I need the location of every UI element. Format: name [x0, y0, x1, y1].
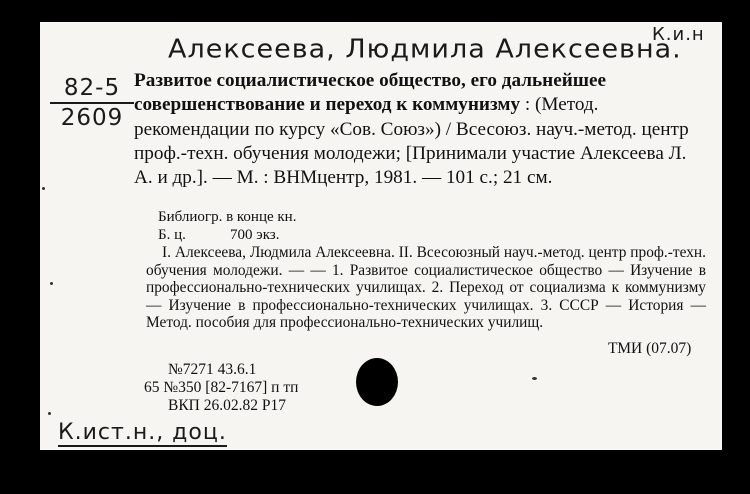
classification: ТМИ (07.07)	[608, 340, 692, 357]
subjects	[146, 244, 706, 332]
footer-handwritten-text: К.ист.н., доц.	[58, 420, 227, 445]
main-entry	[134, 69, 704, 190]
ink-speck	[42, 187, 45, 190]
ink-stamp	[356, 358, 398, 406]
shelfmark-bottom: 2609	[60, 105, 124, 131]
footer-handwritten	[58, 420, 227, 445]
ink-speck	[48, 412, 51, 415]
ink-speck	[532, 377, 537, 380]
ink-speck	[50, 282, 53, 285]
title-rest: : (Метод. рекомендации по курсу «Сов. Союз») / Всесоюз. науч.-метод. центр проф.-техн. обучения молодежи; [Принимали участие Алексеева Л. А. и др.]. — М. : ВНМцентр, 1981. — 101 с.; 21 см.	[134, 94, 689, 189]
shelfmark	[46, 74, 138, 132]
bibliography-note: Библиогр. в конце кн.	[158, 209, 297, 225]
catalog-card	[40, 22, 722, 450]
shelfmark-top: 82-5	[63, 75, 121, 101]
title-bold: Развитое социалистическое общество, его дальнейшее совершенствование и переход к коммунизму	[134, 70, 606, 116]
record-number: №7271 43.6.1	[168, 361, 257, 378]
copies: 700 экз.	[230, 227, 280, 243]
subjects-text: I. Алексеева, Людмила Алексеевна. II. Всесоюзный науч.-метод. центр проф.-техн. обучения молодежи. — — 1. Развитое социалистическое общество — Изучение в профессионально-технических училищах. 2. Переход от социализма к коммунизму — Изучение в профессионально-технических училищах. 3. СССР — История — Метод. пособия для профессионально-технических училищ.	[146, 244, 706, 332]
price-label: Б. ц.	[158, 227, 186, 243]
vkp-line: ВКП 26.02.82 Р17	[168, 397, 286, 414]
author-handwritten: Алексеева, Людмила Алексеевна.	[168, 34, 682, 65]
degree-handwritten: К.и.н	[652, 24, 705, 45]
order-line: 65 №350 [82-7167] п тп	[144, 379, 299, 396]
